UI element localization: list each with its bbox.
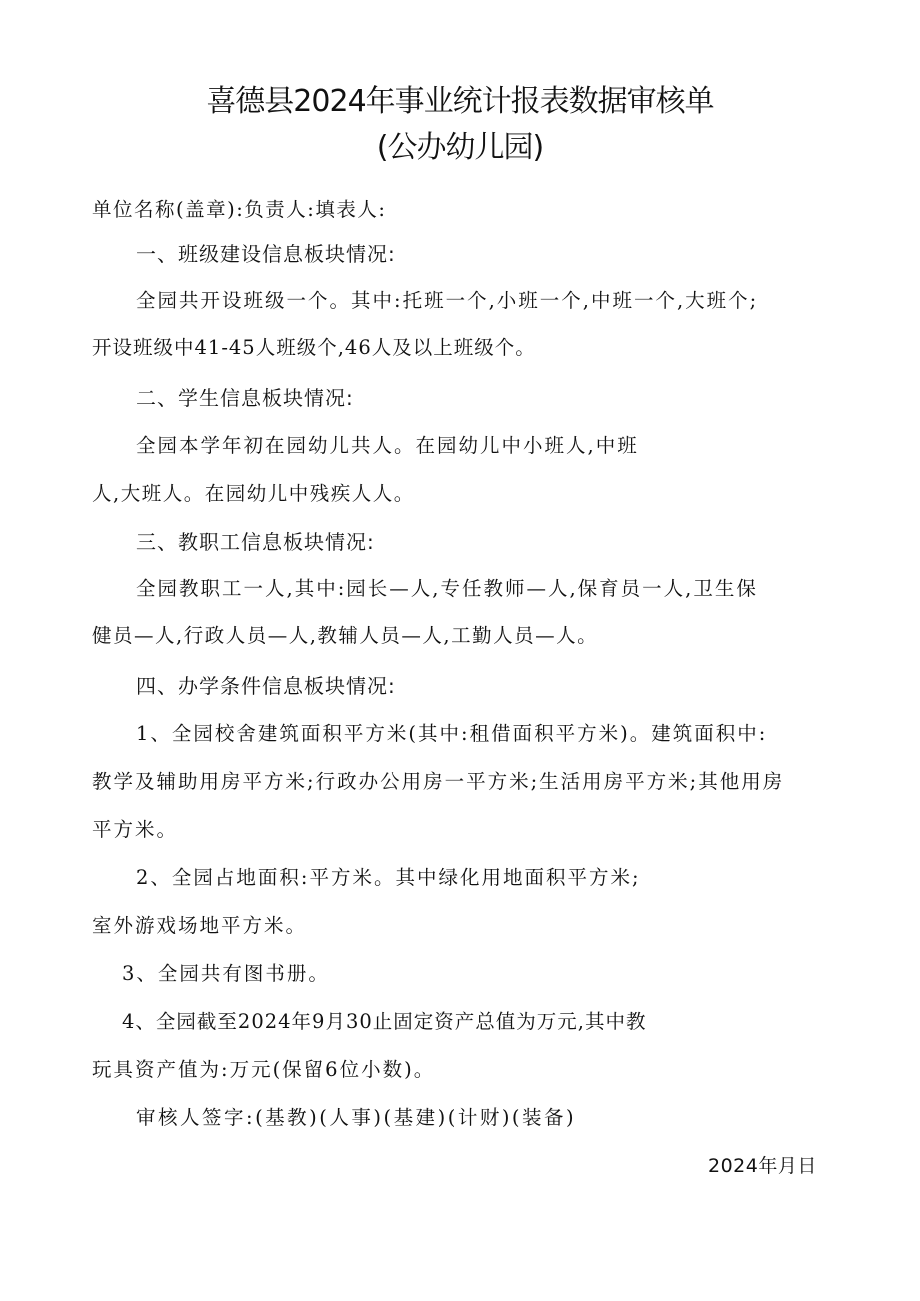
date-line: 2024年月日 bbox=[708, 1155, 817, 1177]
reviewer-signature-line: 审核人签字:(基教)(人事)(基建)(计财)(装备) bbox=[136, 1106, 577, 1129]
section-2-heading: 二、学生信息板块情况: bbox=[136, 386, 354, 410]
document-subtitle: (公办幼儿园) bbox=[376, 130, 544, 165]
section-2-line-1: 全园本学年初在园幼儿共人。在园幼儿中小班人,中班 bbox=[136, 434, 639, 457]
section-4-item-4-line-1: 4、全园截至2024年9月30止固定资产总值为万元,其中教 bbox=[122, 1010, 647, 1033]
section-4-item-1-line-1: 1、全园校舍建筑面积平方米(其中:租借面积平方米)。建筑面积中: bbox=[136, 722, 768, 745]
section-1-heading: 一、班级建设信息板块情况: bbox=[136, 242, 396, 266]
section-3-heading: 三、教职工信息板块情况: bbox=[136, 530, 375, 554]
section-3-line-1: 全园教职工一人,其中:园长—人,专任教师—人,保育员一人,卫生保 bbox=[136, 577, 758, 600]
unit-header-line: 单位名称(盖章):负责人:填表人: bbox=[92, 198, 387, 221]
section-4-heading: 四、办学条件信息板块情况: bbox=[136, 674, 396, 698]
section-4-item-3-line-1: 3、全园共有图书册。 bbox=[122, 962, 330, 985]
section-4-item-2-line-1: 2、全园占地面积:平方米。其中绿化用地面积平方米; bbox=[136, 866, 641, 889]
section-3-line-2: 健员—人,行政人员—人,教辅人员—人,工勤人员—人。 bbox=[92, 624, 599, 647]
section-2-line-2: 人,大班人。在园幼儿中残疾人人。 bbox=[92, 482, 415, 505]
section-1-line-1: 全园共开设班级一个。其中:托班一个,小班一个,中班一个,大班个; bbox=[136, 289, 759, 312]
section-4-item-1-line-3: 平方米。 bbox=[92, 818, 179, 841]
section-4-item-1-line-2: 教学及辅助用房平方米;行政办公用房一平方米;生活用房平方米;其他用房 bbox=[92, 770, 785, 793]
section-4-item-4-line-2: 玩具资产值为:万元(保留6位小数)。 bbox=[92, 1058, 436, 1081]
document-title: 喜德县2024年事业统计报表数据审核单 bbox=[206, 84, 714, 119]
section-4-item-2-line-2: 室外游戏场地平方米。 bbox=[92, 914, 308, 937]
section-1-line-2: 开设班级中41-45人班级个,46人及以上班级个。 bbox=[92, 336, 536, 359]
